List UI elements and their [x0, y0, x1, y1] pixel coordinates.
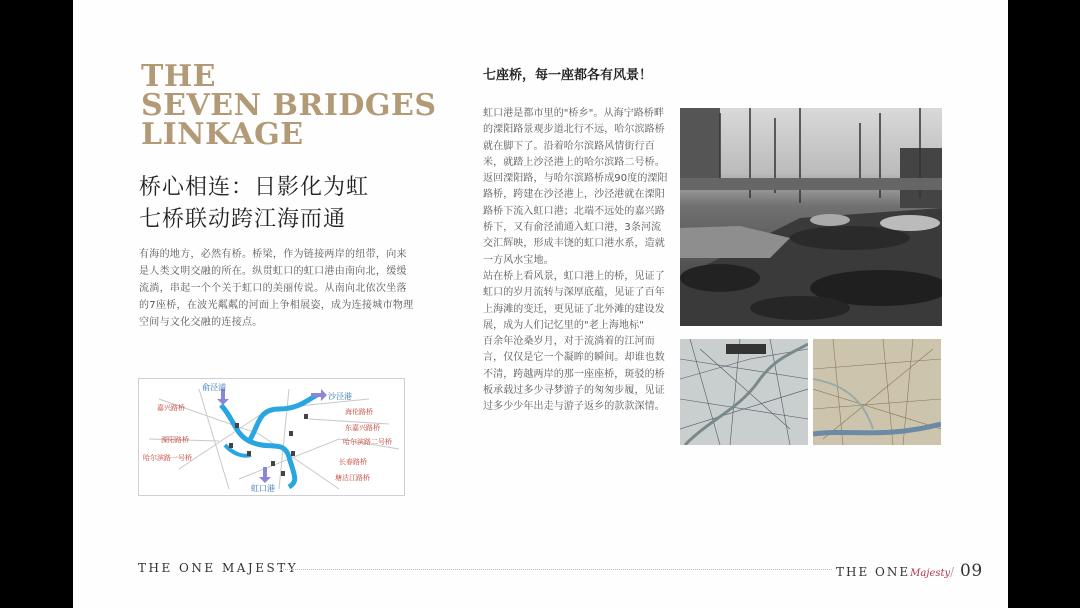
chinese-title — [139, 172, 369, 236]
map-label-bridge: 塘沽江路桥 — [335, 474, 370, 482]
footer-brand: THE ONE MAJESTY — [138, 561, 299, 575]
map-label-bridge: 长春路桥 — [339, 458, 367, 466]
chinese-title-line-2: 七桥联动跨江海而通 — [139, 207, 347, 232]
map-label-bridge: 溧阳路桥 — [161, 436, 189, 444]
body-text — [483, 106, 669, 416]
intro-paragraph: 有海的地方，必然有桥。桥梁，作为链接两岸的纽带，向来是人类文明交融的所在。纵贯虹口的虹口港由南向北，缓缓流淌，串起一个个关于虹口的美丽传说。从南向北依次坐落的7座桥，在波光粼粼的河面上争相展姿，成为连接城市物理空间与文化交融的连接点。 — [139, 249, 414, 328]
footer-divider — [281, 569, 832, 570]
map-label-river: 沙泾港 — [328, 392, 352, 401]
map-label-bridge: 哈尔滨路一号桥 — [143, 454, 192, 462]
english-title — [141, 59, 437, 152]
arrow-hongkougang-icon — [259, 467, 271, 483]
footer-page-info — [836, 561, 983, 581]
chinese-title-line-1: 桥心相连：日影化为虹 — [139, 175, 370, 200]
map-label-bridge: 哈尔滨路二号桥 — [343, 438, 392, 446]
title-line-3: LINKAGE — [141, 117, 304, 152]
map-label-bridge: 嘉兴路桥 — [157, 404, 185, 412]
title-line-1: THE — [141, 59, 217, 94]
historic-harbor-photo — [680, 108, 942, 326]
map-plate — [726, 344, 766, 354]
map-label-bridge: 东嘉兴路桥 — [345, 424, 380, 432]
footer-brand-short: THE ONE — [836, 565, 911, 579]
historic-map-image — [813, 339, 941, 445]
section-subheading: 七座桥，每一座都各有风景！ — [483, 68, 653, 83]
body-paragraph: 返回溧阳路，与哈尔滨路桥成90度的溧阳路桥，跨建在沙泾港上，沙泾港就在溧阳路桥下流入虹口港；北端不远处的嘉兴路桥下，又有俞泾浦通入虹口港，3条河流交汇辉映，形成丰饶的虹口港水系，造就一方风水宝地。 — [483, 173, 668, 266]
map-label-river: 俞泾浦 — [202, 383, 226, 392]
footer-script-logo: Majesty — [910, 568, 951, 579]
map-label-bridge: 海伦路桥 — [345, 408, 373, 416]
historic-map-image — [680, 339, 808, 445]
page-number: 09 — [960, 561, 983, 581]
body-paragraph: 百余年沧桑岁月，对于流淌着的江河而言，仅仅是它一个凝眸的瞬间。却谁也数不清，跨越两岸的那一座座桥，斑驳的桥板承载过多少寻梦游子的匆匆步履，见证过多少少年出走与游子返乡的款款深情。 — [483, 336, 665, 413]
map-label-river: 虹口港 — [251, 484, 275, 493]
body-paragraph: 虹口港是都市里的"桥乡"。从海宁路桥畔的溧阳路景观步道北行不远，哈尔滨路桥就在脚下了。沿着哈尔滨路风情街行百米，就踏上沙泾港上的哈尔滨路二号桥。 — [483, 108, 665, 168]
bridge-map — [138, 378, 405, 496]
footer-separator: / — [950, 565, 955, 579]
title-line-2: SEVEN BRIDGES — [141, 88, 437, 123]
magazine-page — [73, 0, 1008, 608]
body-paragraph: 站在桥上看风景，虹口港上的桥，见证了虹口的岁月流转与深厚底蕴，见证了百年上海滩的变迁，更见证了北外滩的建设发展，成为人们记忆里的"老上海地标" — [483, 270, 665, 331]
